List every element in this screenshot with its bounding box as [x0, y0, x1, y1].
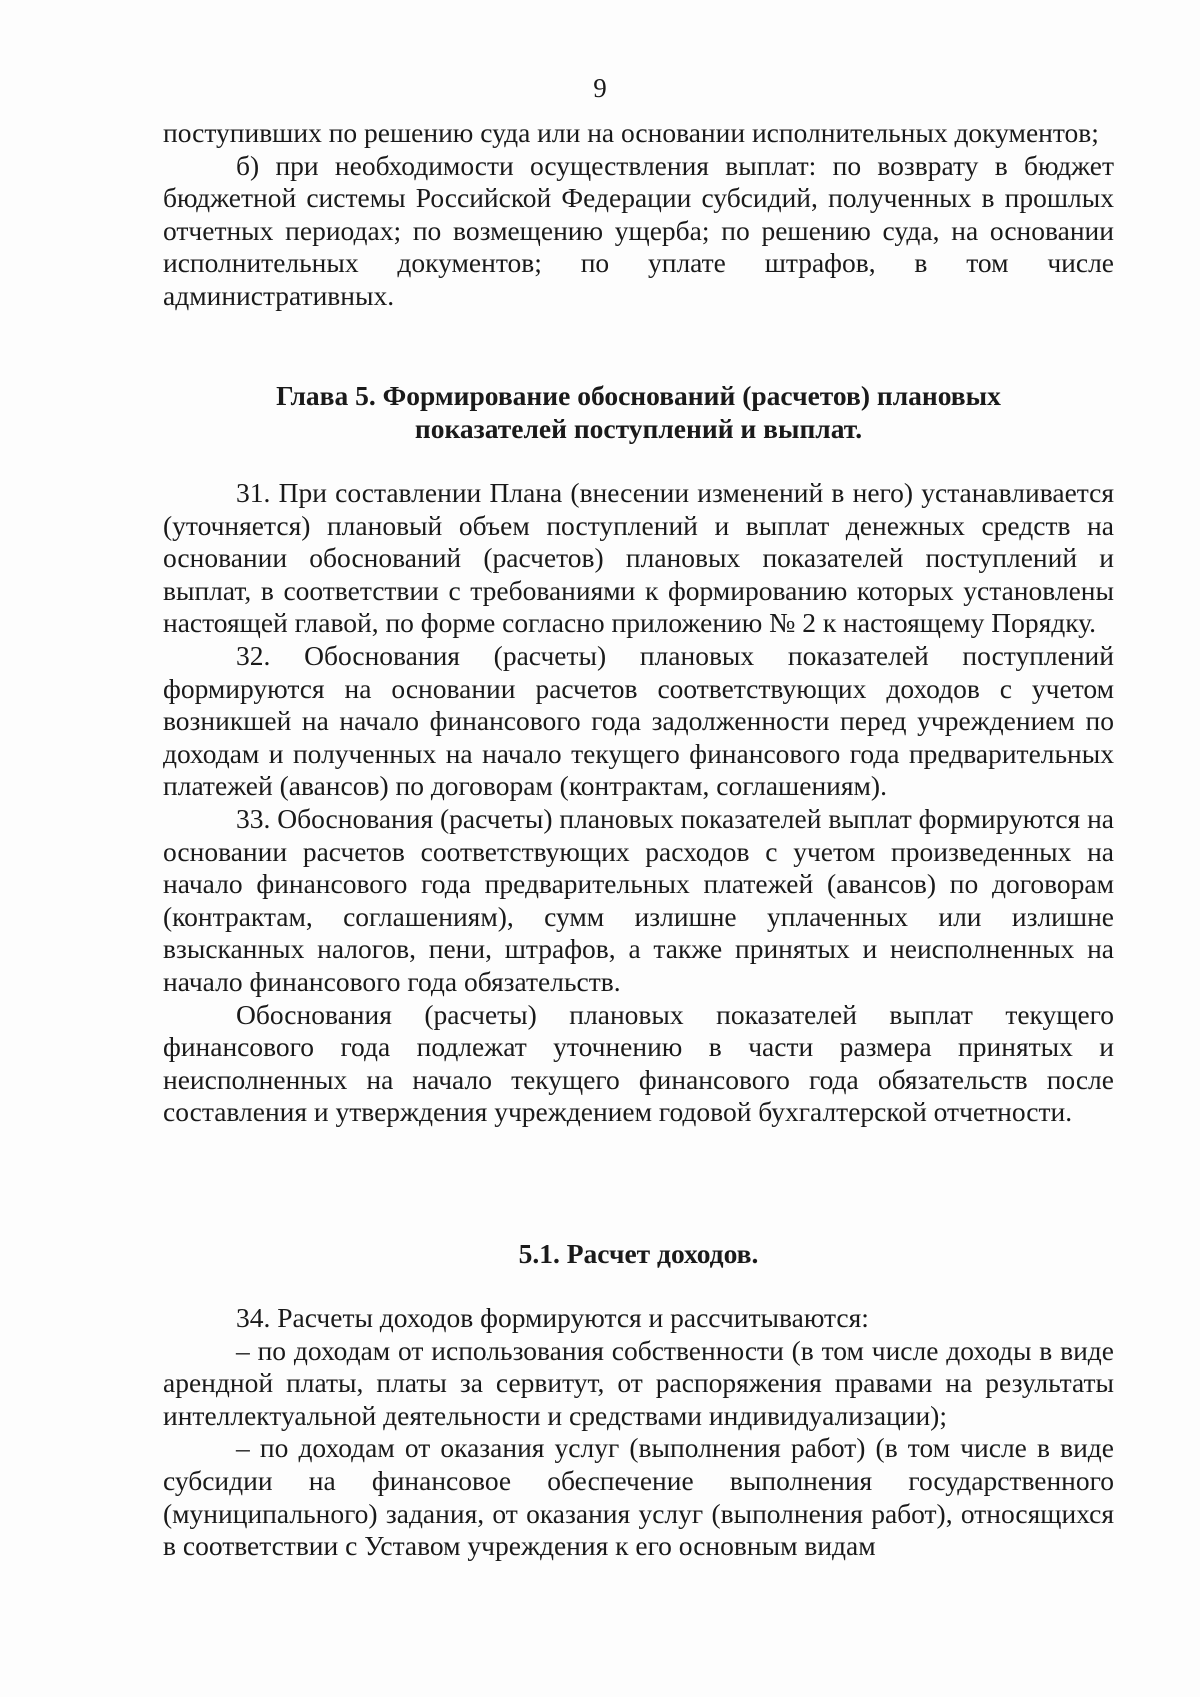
intro-block [163, 117, 1114, 313]
section-heading [163, 1238, 1114, 1271]
chapter-body [163, 477, 1114, 1129]
page-number: 9 [593, 73, 607, 103]
list-item-property-income: – по доходам от использования собственности (в том числе доходы в виде арендной платы, платы за сервитут, от распоряжения правами на результаты интеллектуальной деятельности и средствами индивидуализации); [163, 1334, 1114, 1431]
paragraph-33: 33. Обоснования (расчеты) плановых показателей выплат формируются на основании расчетов соответствующих расходов с учетом произведенных на начало финансового года предварительных платежей (авансов) по договорам (контрактам, соглашениям), сумм излишне уплаченных или излишне взысканных налогов, пени, штрафов, а также принятых и неисполненных на начало финансового года обязательств. [163, 802, 1114, 997]
paragraph-31: 31. При составлении Плана (внесении изменений в него) устанавливается (уточняется) плановый объем поступлений и выплат денежных средств на основании обоснований (расчетов) плановых показателей поступлений и выплат, в соответствии с требованиями к формированию которых установлены настоящей главой, по форме согласно приложению № 2 к настоящему Порядку. [163, 477, 1114, 639]
paragraph-continuation: поступивших по решению суда или на основании исполнительных документов; [163, 117, 1099, 148]
paragraph-b: б) при необходимости осуществления выплат: по возврату в бюджет бюджетной системы Российской Федерации субсидий, полученных в прошлых отчетных периодах; по возмещению ущерба; по решению суда, на основании исполнительных документов; по уплате штрафов, в том числе административных. [163, 149, 1114, 311]
paragraph-32: 32. Обоснования (расчеты) плановых показателей поступлений формируются на основании расчетов соответствующих доходов с учетом возникшей на начало финансового года задолженности перед учреждением по доходам и полученных на начало текущего финансового года предварительных платежей (авансов) по договорам (контрактам, соглашениям). [163, 639, 1114, 802]
chapter-heading-line2: показателей поступлений и выплат. [414, 412, 863, 444]
list-item-services-income: – по доходам от оказания услуг (выполнения работ) (в том числе в виде субсидии на финансовое обеспечение выполнения государственного (муниципального) задания, от оказания услуг (выполнения работ), относящихся в соответствии с Уставом учреждения к его основным видам [163, 1432, 1114, 1562]
paragraph-33-continued: Обоснования (расчеты) плановых показателей выплат текущего финансового года подлежат уточнению в части размера принятых и неисполненных на начало текущего финансового года обязательств после составления и утверждения учреждением годовой бухгалтерской отчетности. [163, 998, 1114, 1128]
chapter-heading [163, 380, 1114, 445]
section-body [163, 1302, 1114, 1563]
chapter-heading-line1: Глава 5. Формирование обоснований (расчетов) плановых [276, 380, 1001, 411]
section-5-1-heading: 5.1. Расчет доходов. [518, 1238, 759, 1269]
paragraph-34: 34. Расчеты доходов формируются и рассчитываются: [236, 1302, 869, 1333]
